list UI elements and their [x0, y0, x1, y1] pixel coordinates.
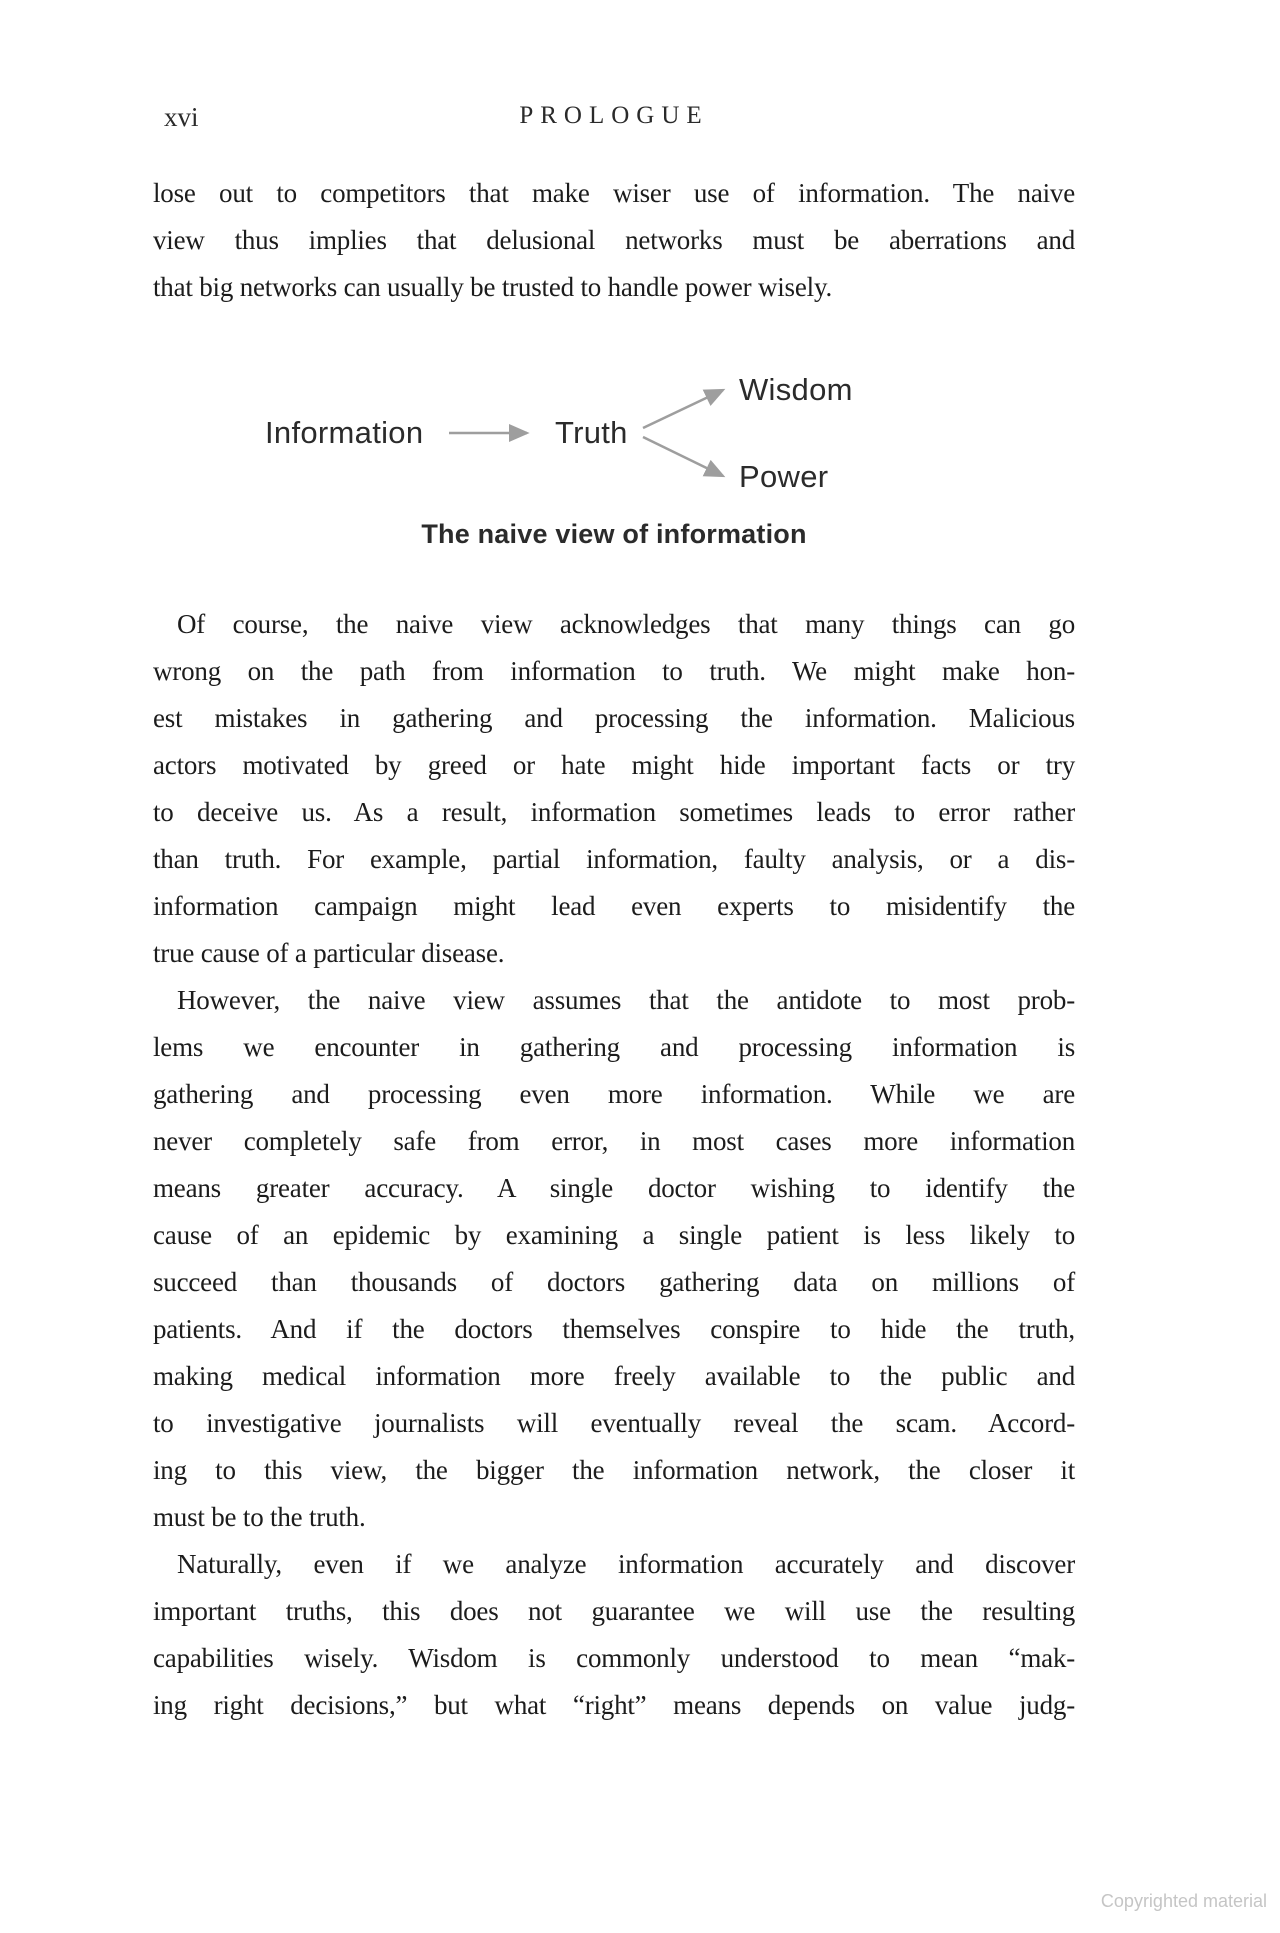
diagram-node-information: Information: [265, 415, 424, 450]
text-line: Of course, the naive view acknowledges that many things can go: [177, 609, 1075, 639]
text-line: true cause of a particular disease.: [153, 938, 505, 968]
text-line: that big networks can usually be trusted to handle power wisely.: [153, 272, 833, 302]
diagram-graphic: [265, 355, 885, 505]
text-line: view thus implies that delusional networks must be aberrations and: [153, 225, 1075, 255]
diagram-node-wisdom: Wisdom: [739, 372, 853, 407]
text-line: ing right decisions,” but what “right” means depends on value judg-: [153, 1690, 1075, 1720]
text-line: patients. And if the doctors themselves conspire to hide the truth,: [153, 1314, 1075, 1344]
text-line: gathering and processing even more information. While we are: [153, 1079, 1075, 1109]
text-line: than truth. For example, partial information, faulty analysis, or a dis-: [153, 844, 1075, 874]
text-line: est mistakes in gathering and processing the information. Malicious: [153, 703, 1075, 733]
copyright-watermark: Copyrighted material: [1100, 1891, 1267, 1911]
text-line: Naturally, even if we analyze information accurately and discover: [177, 1549, 1075, 1579]
running-head: PROLOGUE: [519, 102, 709, 129]
text-line: ing to this view, the bigger the information network, the closer it: [153, 1455, 1075, 1485]
diagram-node-power: Power: [739, 459, 829, 494]
paragraph: [153, 977, 1075, 1541]
text-line: actors motivated by greed or hate might hide important facts or try: [153, 750, 1075, 780]
text-line: succeed than thousands of doctors gathering data on millions of: [153, 1267, 1075, 1297]
diagram-caption: The naive view of information: [421, 519, 807, 549]
paragraph: [153, 601, 1075, 977]
text-line: cause of an epidemic by examining a single patient is less likely to: [153, 1220, 1075, 1250]
text-line: important truths, this does not guarantee we will use the resulting: [153, 1596, 1075, 1626]
text-line: to investigative journalists will eventually reveal the scam. Accord-: [153, 1408, 1075, 1438]
diagram-node-truth: Truth: [555, 415, 628, 450]
text-line: lems we encounter in gathering and processing information is: [153, 1032, 1075, 1062]
text-line: making medical information more freely available to the public and: [153, 1361, 1075, 1391]
text-line: information campaign might lead even experts to misidentify the: [153, 891, 1075, 921]
text-line: wrong on the path from information to truth. We might make hon-: [153, 656, 1075, 686]
text-line: never completely safe from error, in most cases more information: [153, 1126, 1075, 1156]
page-number: xvi: [164, 102, 199, 132]
text-line: must be to the truth.: [153, 1502, 366, 1532]
arrow-truth-power: [643, 437, 723, 476]
paragraph: [153, 1541, 1075, 1729]
text-column: [153, 170, 1075, 1729]
paragraph: [153, 170, 1075, 311]
text-line: to deceive us. As a result, information sometimes leads to error rather: [153, 797, 1075, 827]
text-line: means greater accuracy. A single doctor wishing to identify the: [153, 1173, 1075, 1203]
text-line: However, the naive view assumes that the antidote to most prob-: [177, 985, 1075, 1015]
arrow-truth-wisdom: [643, 390, 723, 428]
text-line: lose out to competitors that make wiser use of information. The naive: [153, 178, 1075, 208]
naive-view-diagram: [153, 355, 1075, 561]
text-line: capabilities wisely. Wisdom is commonly understood to mean “mak-: [153, 1643, 1075, 1673]
